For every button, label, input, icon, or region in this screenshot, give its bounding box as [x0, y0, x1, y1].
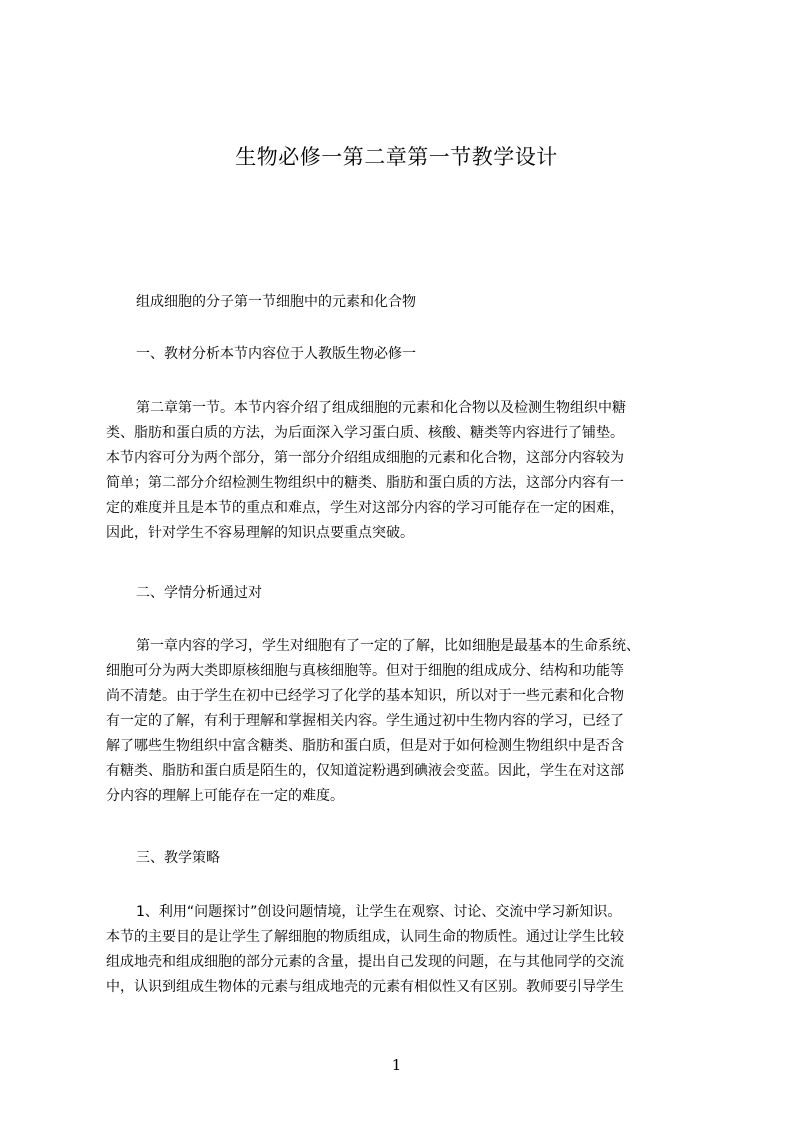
- paragraph-line: 第一章内容的学习，学生对细胞有了一定的了解，比如细胞是最基本的生命系统、: [136, 638, 640, 654]
- paragraph-line: 简单；第二部分介绍检测生物组织中的糖类、脂肪和蛋白质的方法，这部分内容有一: [106, 475, 624, 491]
- paragraph-line: 细胞可分为两大类即原核细胞与真核细胞等。但对于细胞的组成成分、结构和功能等: [106, 663, 624, 679]
- section-2-heading: 二、学情分析通过对: [136, 585, 262, 601]
- section-1-heading: 一、教材分析本节内容位于人教版生物必修一: [136, 346, 416, 362]
- section-2-paragraph: [106, 634, 700, 809]
- paragraph-line: 有糖类、脂肪和蛋白质是陌生的，仅知道淀粉遇到碘液会变蓝。因此，学生在对这部: [106, 763, 624, 779]
- subtitle: 组成细胞的分子第一节细胞中的元素和化合物: [136, 294, 416, 310]
- paragraph-line: 中，认识到组成生物体的元素与组成地壳的元素有相似性又有区别。教师要引导学生: [106, 979, 624, 995]
- document-title: 生物必修一第二章第一节教学设计: [235, 145, 558, 169]
- section-3-heading: 三、教学策略: [136, 850, 220, 866]
- section-3-paragraph: [106, 900, 700, 1000]
- paragraph-line: 尚不清楚。由于学生在初中已经学习了化学的基本知识，所以对于一些元素和化合物: [106, 688, 624, 704]
- paragraph-line: 类、脂肪和蛋白质的方法，为后面深入学习蛋白质、核酸、糖类等内容进行了铺垫。: [106, 425, 624, 441]
- paragraph-line: 解了哪些生物组织中富含糖类、脂肪和蛋白质，但是对于如何检测生物组织中是否含: [106, 738, 624, 754]
- paragraph-line: 本节的主要目的是让学生了解细胞的物质组成，认同生命的物质性。通过让学生比较: [106, 929, 624, 945]
- paragraph-line: 本节内容可分为两个部分，第一部分介绍组成细胞的元素和化合物，这部分内容较为: [106, 450, 624, 466]
- paragraph-line: 因此，针对学生不容易理解的知识点要重点突破。: [106, 525, 414, 541]
- paragraph-line: 定的难度并且是本节的重点和难点，学生对这部分内容的学习可能存在一定的困难，: [106, 500, 624, 516]
- paragraph-line: 有一定的了解，有利于理解和掌握相关内容。学生通过初中生物内容的学习，已经了: [106, 713, 624, 729]
- section-1-paragraph: [106, 396, 700, 546]
- page-number: 1: [391, 1056, 402, 1074]
- paragraph-line: 分内容的理解上可能存在一定的难度。: [106, 788, 344, 804]
- paragraph-line: 第二章第一节。本节内容介绍了组成细胞的元素和化合物以及检测生物组织中糖: [136, 400, 626, 416]
- paragraph-line: 1、利用“问题探讨”创设问题情境，让学生在观察、讨论、交流中学习新知识。: [136, 904, 622, 920]
- paragraph-line: 组成地壳和组成细胞的部分元素的含量，提出自己发现的问题，在与其他同学的交流: [106, 954, 624, 970]
